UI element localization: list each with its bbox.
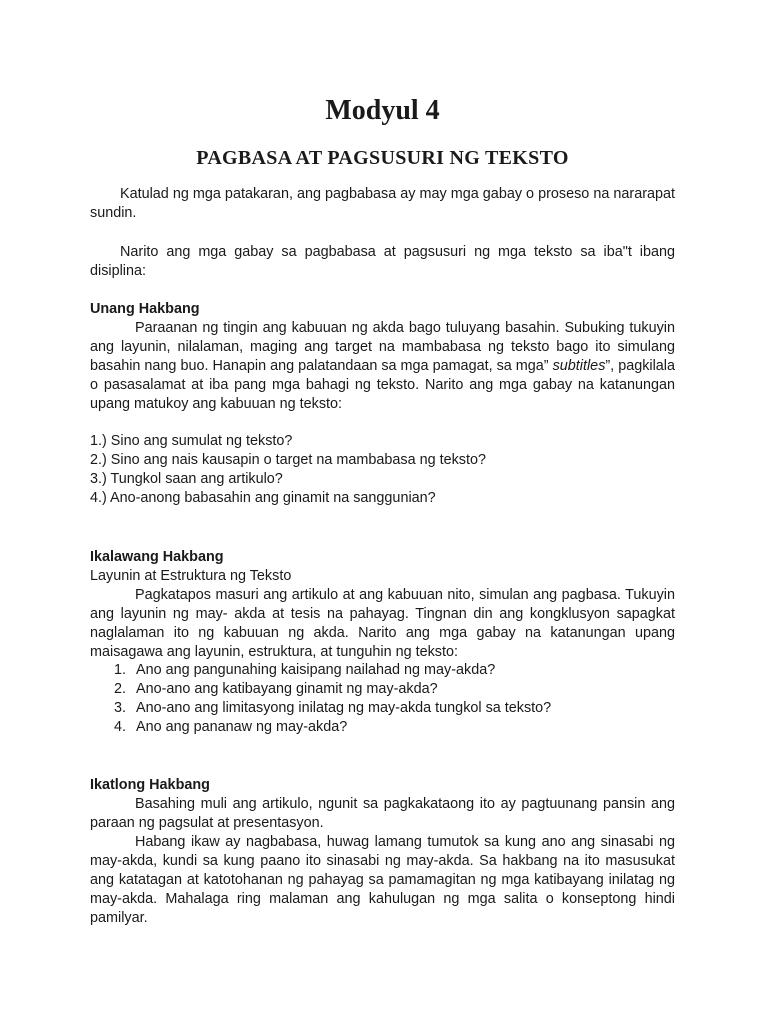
list-item-text: Ano ang pananaw ng may-akda?	[136, 719, 348, 735]
step3-heading: Ikatlong Hakbang	[90, 777, 210, 793]
list-item-number: 1.	[114, 662, 127, 678]
list-item	[90, 699, 551, 718]
list-item: 2.) Sino ang nais kausapin o target na mambabasa ng teksto?	[90, 452, 486, 468]
list-item-text: Ano-ano ang katibayang ginamit ng may-akda?	[136, 681, 438, 697]
module-title: Modyul 4	[325, 95, 440, 126]
list-item: 1.) Sino ang sumulat ng teksto?	[90, 433, 293, 449]
step1-heading: Unang Hakbang	[90, 301, 200, 317]
step2-heading: Ikalawang Hakbang	[90, 549, 224, 565]
list-item-number: 2.	[114, 681, 127, 697]
step1-text-b: ”, pagkilala o pasasalamat at iba pang mga bahagi ng teksto. Narito ang mga gabay na katanungan upang matukoy ang kabuuan ng teksto:	[90, 358, 675, 412]
list-item: 3.) Tungkol saan ang artikulo?	[90, 471, 283, 487]
list-item-text: Ano ang pangunahing kaisipang nailahad ng may-akda?	[136, 662, 496, 678]
intro-paragraph-2: Narito ang mga gabay sa pagbabasa at pagsusuri ng mga teksto sa iba"t ibang disiplina:	[90, 244, 675, 279]
list-item-text: Ano-ano ang limitasyong inilatag ng may-akda tungkol sa teksto?	[136, 700, 552, 716]
list-item-number: 4.	[114, 719, 127, 735]
list-item-number: 3.	[114, 700, 127, 716]
step1-text-a: Paraanan ng tingin ang kabuuan ng akda bago tuluyang basahin. Subuking tukuyin ang layunin, nilalaman, maging ang target na mambabasa ng teksto bago ito simulang basahin nang buo. Hanapin ang palatandaan sa mga pamagat, sa mga”	[90, 320, 675, 374]
step1-question-list	[90, 432, 486, 508]
list-item: 4.) Ano-anong babasahin ang ginamit na sanggunian?	[90, 490, 436, 506]
module-subtitle: PAGBASA AT PAGSUSURI NG TEKSTO	[196, 147, 569, 169]
list-item	[90, 661, 551, 680]
list-item	[90, 680, 551, 699]
step3-paragraph-1: Basahing muli ang artikulo, ngunit sa pagkakataong ito ay pagtuunang pansin ang paraan ng pagsulat at presentasyon.	[90, 796, 675, 831]
step1-text-italic: subtitles	[552, 358, 606, 374]
step2-paragraph: Pagkatapos masuri ang artikulo at ang kabuuan nito, simulan ang pagbasa. Tukuyin ang layunin ng may- akda at tesis na pahayag. Tingnan din ang kongklusyon sapagkat naglalaman ito ng kabuuan ng akda. Narito ang mga gabay na katanungan upang maisagawa ang layunin, estruktura, at tunguhin ng teksto:	[90, 587, 675, 660]
step3-paragraph-2: Habang ikaw ay nagbabasa, huwag lamang tumutok sa kung ano ang sinasabi ng may-akda, kundi sa kung paano ito sinasabi ng may-akda. Sa hakbang na ito masusukat ang katatagan at katotohanan ng pahayag sa pamamagitan ng mga katibayang inilatag ng may-akda. Mahalaga ring malaman ang kahulugan ng mga salita o konseptong hindi pamilyar.	[90, 834, 675, 926]
list-item	[90, 718, 551, 737]
step2-question-list	[90, 661, 551, 737]
step2-subheading: Layunin at Estruktura ng Teksto	[90, 568, 292, 584]
step1-paragraph	[90, 319, 675, 414]
intro-paragraph-1: Katulad ng mga patakaran, ang pagbabasa ay may mga gabay o proseso na nararapat sundin.	[90, 186, 675, 221]
